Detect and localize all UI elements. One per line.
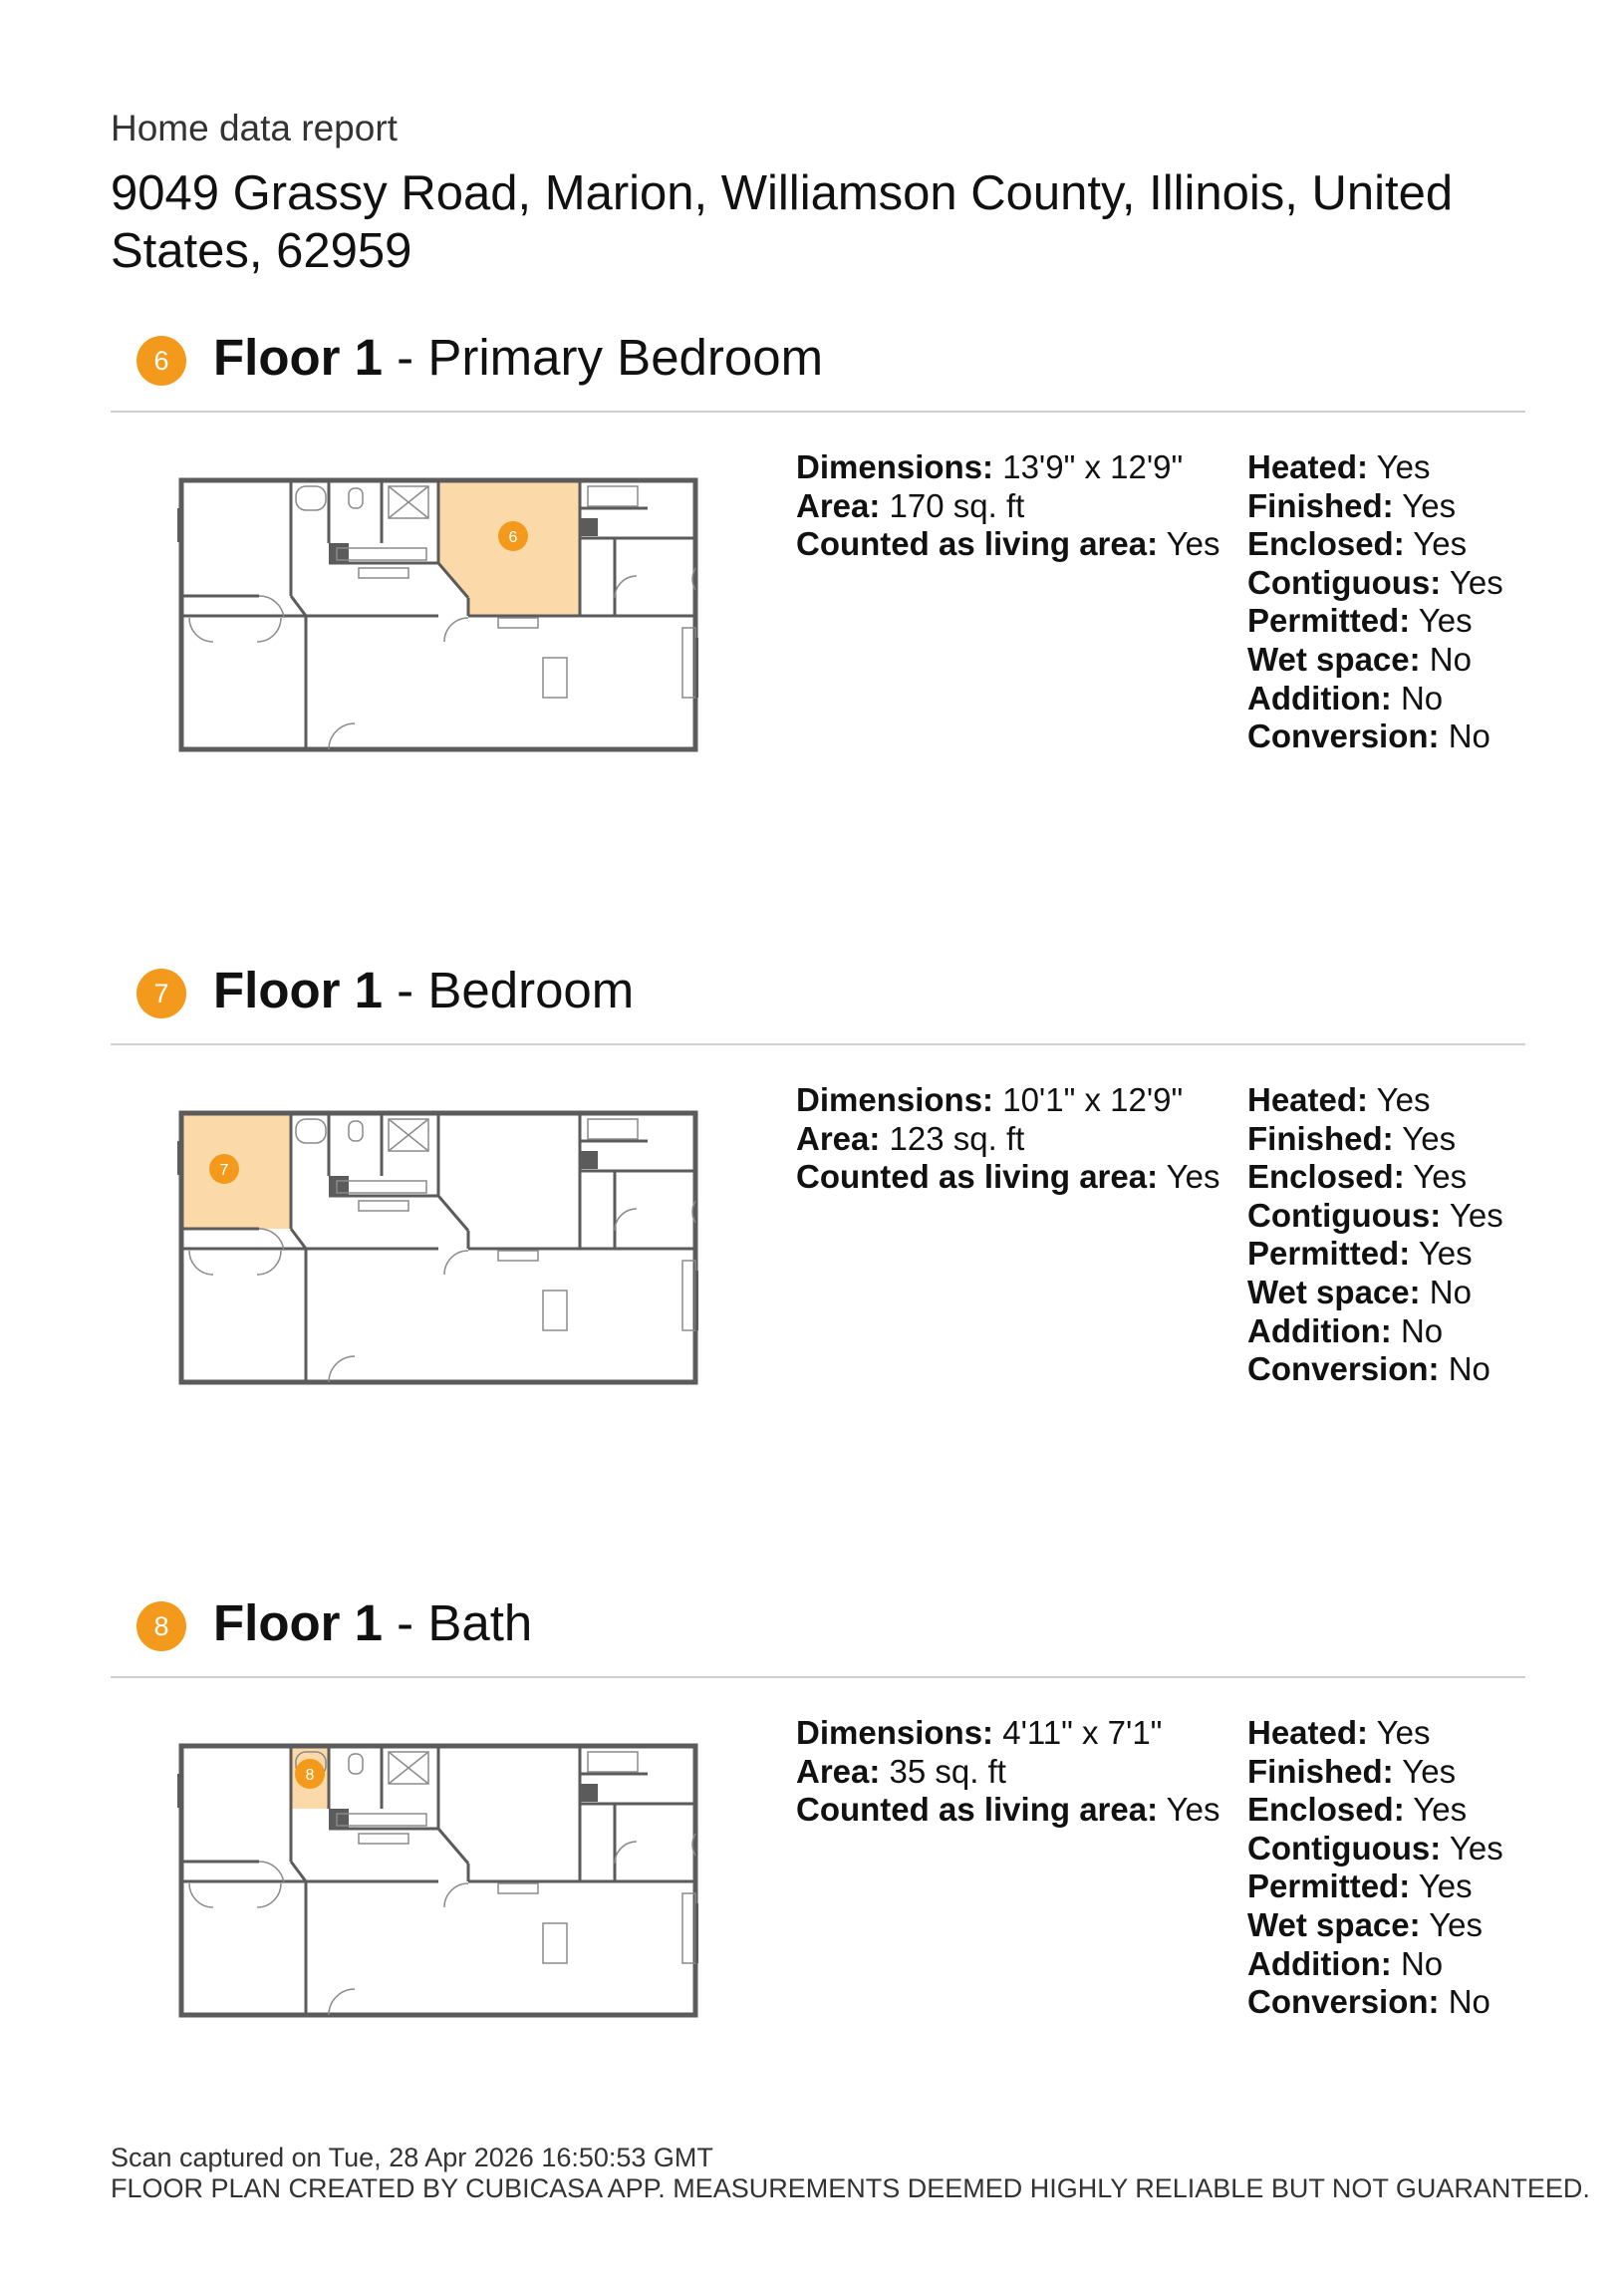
flag-label: Addition: <box>1247 1311 1392 1349</box>
flag-row <box>1247 1120 1503 1159</box>
flag-label: Enclosed: <box>1247 1158 1405 1196</box>
flag-label: Contiguous: <box>1247 1196 1442 1234</box>
room-details <box>796 448 1220 564</box>
flag-label: Enclosed: <box>1247 525 1405 563</box>
floor-plan-drawing <box>169 1734 707 2023</box>
flag-value: Yes <box>1449 1829 1503 1866</box>
area-row <box>796 1753 1220 1792</box>
flag-value: Yes <box>1413 525 1468 563</box>
room-name: Primary Bedroom <box>427 329 824 386</box>
room-number-badge: 7 <box>136 969 186 1018</box>
flag-label: Wet space: <box>1247 1905 1421 1943</box>
area-value: 170 sq. ft <box>889 486 1025 524</box>
report-label: Home data report <box>111 108 398 148</box>
flag-row <box>1247 1312 1503 1351</box>
plan-room-marker-label: 7 <box>219 1162 229 1179</box>
title-separator: - <box>383 1594 428 1651</box>
flag-label: Finished: <box>1247 1752 1394 1790</box>
room-title <box>213 959 634 1022</box>
flag-row <box>1247 1983 1503 2022</box>
room-details <box>796 1081 1220 1197</box>
area-label: Area: <box>796 486 881 524</box>
living-area-row <box>796 1158 1220 1197</box>
flag-label: Addition: <box>1247 679 1392 717</box>
flag-row <box>1247 564 1503 603</box>
plan-room-marker-label: 8 <box>305 1767 315 1784</box>
area-value: 35 sq. ft <box>889 1752 1006 1790</box>
floor-plan-drawing <box>169 1101 707 1390</box>
dimensions-value: 10'1" x 12'9" <box>1002 1081 1184 1118</box>
flag-value: No <box>1448 718 1490 755</box>
flag-value: Yes <box>1413 1158 1468 1196</box>
room-title <box>213 1591 532 1655</box>
flag-value: No <box>1400 1311 1444 1349</box>
flag-row <box>1247 525 1503 564</box>
living-area-value: Yes <box>1166 525 1220 563</box>
room-section <box>0 324 1623 942</box>
flag-row <box>1247 1235 1503 1274</box>
floor-plan-thumbnail <box>169 468 707 757</box>
flag-row <box>1247 1274 1503 1312</box>
room-section <box>0 1589 1623 2207</box>
flag-value: No <box>1448 1983 1490 2021</box>
room-section-header <box>111 324 1525 413</box>
property-address: 9049 Grassy Road, Marion, Williamson County, Illinois, United States, 62959 <box>111 166 1454 278</box>
flag-value: No <box>1429 1273 1472 1310</box>
floor-label: Floor 1 <box>213 1594 384 1651</box>
flag-value: Yes <box>1402 486 1457 524</box>
room-number-badge: 6 <box>136 336 186 386</box>
flag-label: Conversion: <box>1247 1350 1440 1388</box>
flag-label: Permitted: <box>1247 602 1411 640</box>
room-number-badge: 8 <box>136 1601 186 1651</box>
floor-plan-drawing <box>169 468 707 757</box>
living-area-value: Yes <box>1166 1158 1220 1196</box>
area-value: 123 sq. ft <box>889 1119 1025 1157</box>
floor-label: Floor 1 <box>213 962 384 1018</box>
room-title <box>213 326 823 390</box>
dimensions-label: Dimensions: <box>796 1081 994 1118</box>
flag-label: Conversion: <box>1247 718 1440 755</box>
flag-value: Yes <box>1376 1714 1431 1751</box>
flag-label: Permitted: <box>1247 1867 1411 1905</box>
room-section-header <box>111 957 1525 1045</box>
title-separator: - <box>383 962 428 1018</box>
flag-row <box>1247 718 1503 756</box>
floor-plan-thumbnail <box>169 1101 707 1390</box>
room-flags <box>1247 1714 1503 2022</box>
flag-row <box>1247 1081 1503 1120</box>
floor-label: Floor 1 <box>213 329 384 386</box>
flag-value: Yes <box>1429 1905 1484 1943</box>
section-divider <box>111 1676 1525 1678</box>
flag-value: Yes <box>1418 1867 1473 1905</box>
flag-value: No <box>1429 640 1472 678</box>
living-area-label: Counted as living area: <box>796 1158 1159 1196</box>
flag-value: Yes <box>1449 1196 1503 1234</box>
flag-row <box>1247 1714 1503 1753</box>
flag-row <box>1247 602 1503 641</box>
floor-plan-thumbnail <box>169 1734 707 2023</box>
disclaimer-line: FLOOR PLAN CREATED BY CUBICASA APP. MEASUREMENTS DEEMED HIGHLY RELIABLE BUT NOT GUARANTEED. <box>111 2173 1590 2203</box>
living-area-label: Counted as living area: <box>796 525 1159 563</box>
dimensions-label: Dimensions: <box>796 448 994 485</box>
flag-value: Yes <box>1418 602 1473 640</box>
section-divider <box>111 411 1525 413</box>
flag-value: Yes <box>1418 1235 1473 1273</box>
flag-row <box>1247 448 1503 487</box>
flag-row <box>1247 1830 1503 1868</box>
area-row <box>796 487 1220 526</box>
flag-row <box>1247 1906 1503 1945</box>
flag-value: Yes <box>1413 1791 1468 1829</box>
flag-label: Permitted: <box>1247 1235 1411 1273</box>
flag-value: No <box>1448 1350 1490 1388</box>
room-section <box>0 957 1623 1575</box>
living-area-value: Yes <box>1166 1791 1220 1829</box>
room-section-header <box>111 1589 1525 1678</box>
flag-label: Addition: <box>1247 1944 1392 1982</box>
dimensions-value: 4'11" x 7'1" <box>1002 1714 1163 1751</box>
area-label: Area: <box>796 1752 881 1790</box>
room-flags <box>1247 448 1503 756</box>
flag-label: Finished: <box>1247 1119 1394 1157</box>
flag-label: Wet space: <box>1247 640 1421 678</box>
footer <box>111 2143 1590 2204</box>
room-details <box>796 1714 1220 1830</box>
flag-row <box>1247 1791 1503 1830</box>
dimensions-label: Dimensions: <box>796 1714 994 1751</box>
flag-row <box>1247 641 1503 680</box>
flag-value: Yes <box>1449 563 1503 601</box>
flag-label: Wet space: <box>1247 1273 1421 1310</box>
flag-value: Yes <box>1402 1119 1457 1157</box>
living-area-row <box>796 1791 1220 1830</box>
flag-row <box>1247 1197 1503 1236</box>
dimensions-row <box>796 448 1220 487</box>
dimensions-row <box>796 1714 1220 1753</box>
flag-value: No <box>1400 1944 1444 1982</box>
flag-label: Contiguous: <box>1247 1829 1442 1866</box>
scan-captured-line: Scan captured on Tue, 28 Apr 2026 16:50:53 GMT <box>111 2143 713 2172</box>
flag-label: Heated: <box>1247 1081 1369 1118</box>
flag-row <box>1247 1158 1503 1197</box>
flag-label: Enclosed: <box>1247 1791 1405 1829</box>
flag-value: Yes <box>1402 1752 1457 1790</box>
area-row <box>796 1120 1220 1159</box>
room-name: Bath <box>427 1594 533 1651</box>
plan-room-marker-label: 6 <box>508 529 518 546</box>
flag-row <box>1247 1867 1503 1906</box>
flag-label: Heated: <box>1247 448 1369 485</box>
room-flags <box>1247 1081 1503 1389</box>
living-area-row <box>796 525 1220 564</box>
flag-label: Contiguous: <box>1247 563 1442 601</box>
flag-row <box>1247 680 1503 718</box>
room-name: Bedroom <box>427 962 635 1018</box>
living-area-label: Counted as living area: <box>796 1791 1159 1829</box>
flag-row <box>1247 1945 1503 1984</box>
flag-label: Heated: <box>1247 1714 1369 1751</box>
area-label: Area: <box>796 1119 881 1157</box>
flag-label: Conversion: <box>1247 1983 1440 2021</box>
flag-label: Finished: <box>1247 486 1394 524</box>
flag-row <box>1247 1753 1503 1792</box>
dimensions-row <box>796 1081 1220 1120</box>
flag-row <box>1247 487 1503 526</box>
flag-value: No <box>1400 679 1444 717</box>
flag-value: Yes <box>1376 448 1431 485</box>
flag-row <box>1247 1350 1503 1389</box>
section-divider <box>111 1043 1525 1045</box>
dimensions-value: 13'9" x 12'9" <box>1002 448 1184 485</box>
flag-value: Yes <box>1376 1081 1431 1118</box>
title-separator: - <box>383 329 428 386</box>
